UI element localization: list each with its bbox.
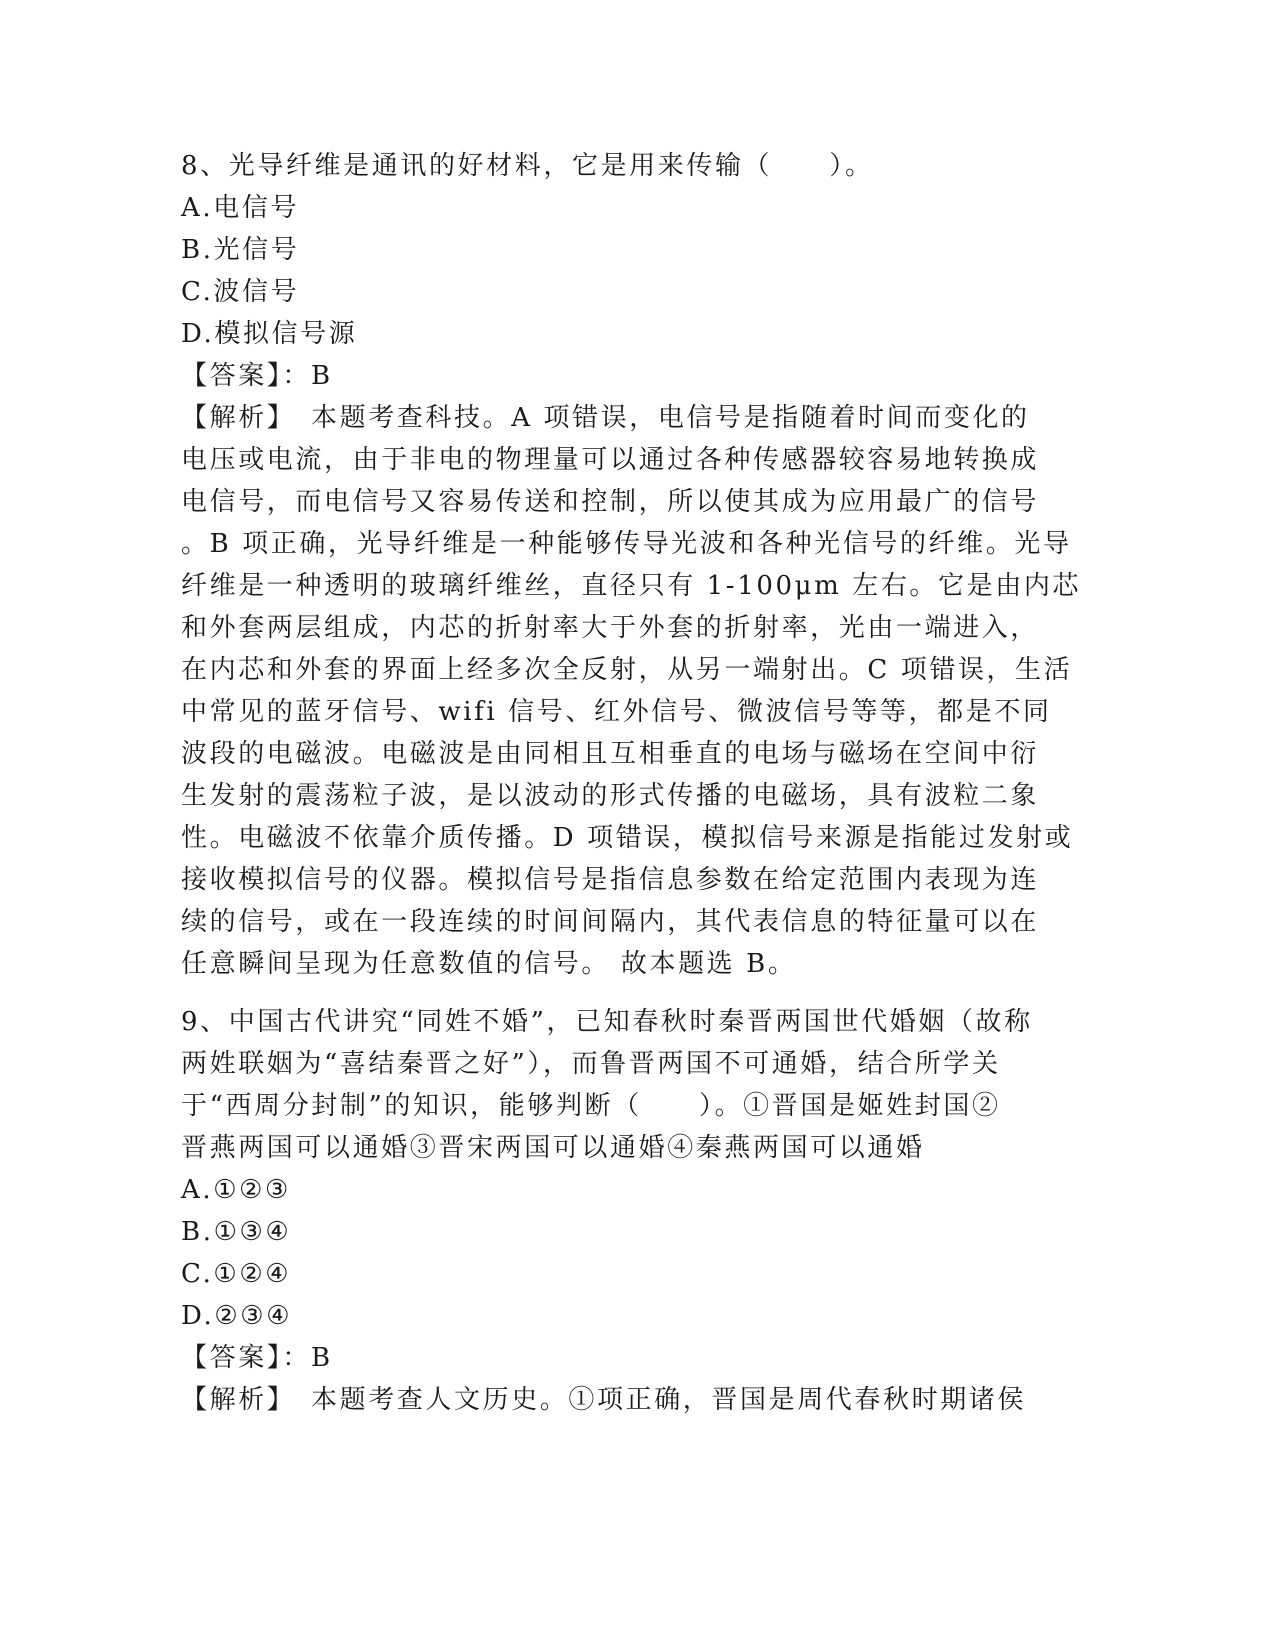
analysis-line: 【解析】 本题考查人文历史。①项正确，晋国是周代春秋时期诸侯 bbox=[181, 1385, 1027, 1415]
question-9 bbox=[181, 1001, 1081, 1421]
question-9-answer: 【答案】：B bbox=[181, 1343, 333, 1373]
analysis-line: 电压或电流，由于非电的物理量可以通过各种传感器较容易地转换成 bbox=[181, 445, 1040, 475]
question-gap bbox=[181, 985, 1081, 1001]
question-8-option-b: B.光信号 bbox=[181, 235, 300, 265]
analysis-line: 接收模拟信号的仪器。模拟信号是指信息参数在给定范围内表现为连 bbox=[181, 865, 1040, 895]
analysis-line: 波段的电磁波。电磁波是由同相且互相垂直的电场与磁场在空间中衍 bbox=[181, 739, 1040, 769]
analysis-line: 纤维是一种透明的玻璃纤维丝，直径只有 1-100μm 左右。它是由内芯 bbox=[181, 571, 1082, 601]
question-9-option-c: C.①②④ bbox=[181, 1259, 292, 1289]
stem-line: 于“西周分封制”的知识，能够判断（ ）。①晋国是姬姓封国② bbox=[181, 1091, 1001, 1121]
question-9-option-b: B.①③④ bbox=[181, 1217, 292, 1247]
stem-line: 两姓联姻为“喜结秦晋之好”），而鲁晋两国不可通婚，结合所学关 bbox=[181, 1049, 1001, 1079]
analysis-line: 【解析】 本题考查科技。A 项错误，电信号是指随着时间而变化的 bbox=[181, 403, 1030, 433]
analysis-line: 续的信号，或在一段连续的时间间隔内，其代表信息的特征量可以在 bbox=[181, 907, 1040, 937]
question-8 bbox=[181, 145, 1081, 985]
question-9-analysis bbox=[181, 1379, 1081, 1421]
analysis-line: 电信号，而电信号又容易传送和控制，所以使其成为应用最广的信号 bbox=[181, 487, 1040, 517]
document-page bbox=[181, 145, 1081, 1421]
question-8-option-a: A.电信号 bbox=[181, 193, 300, 223]
analysis-line: 性。电磁波不依靠介质传播。D 项错误，模拟信号来源是指能过发射或 bbox=[181, 823, 1074, 853]
analysis-line: 生发射的震荡粒子波，是以波动的形式传播的电磁场，具有波粒二象 bbox=[181, 781, 1040, 811]
question-8-option-c: C.波信号 bbox=[181, 277, 300, 307]
analysis-line: 。B 项正确，光导纤维是一种能够传导光波和各种光信号的纤维。光导 bbox=[181, 529, 1072, 559]
question-8-option-d: D.模拟信号源 bbox=[181, 319, 358, 349]
analysis-line: 在内芯和外套的界面上经多次全反射，从另一端射出。C 项错误，生活 bbox=[181, 655, 1073, 685]
analysis-line: 和外套两层组成，内芯的折射率大于外套的折射率，光由一端进入， bbox=[181, 613, 1040, 643]
question-8-analysis bbox=[181, 397, 1081, 985]
question-9-stem bbox=[181, 1001, 1081, 1169]
question-8-stem: 8、光导纤维是通讯的好材料，它是用来传输（ ）。 bbox=[181, 151, 874, 181]
question-8-answer: 【答案】：B bbox=[181, 361, 333, 391]
question-9-option-d: D.②③④ bbox=[181, 1301, 293, 1331]
stem-line: 晋燕两国可以通婚③晋宋两国可以通婚④秦燕两国可以通婚 bbox=[181, 1133, 925, 1163]
question-9-option-a: A.①②③ bbox=[181, 1175, 291, 1205]
stem-line: 9、中国古代讲究“同姓不婚”，已知春秋时秦晋两国世代婚姻（故称 bbox=[181, 1007, 1033, 1037]
analysis-line: 任意瞬间呈现为任意数值的信号。 故本题选 B。 bbox=[181, 949, 797, 979]
analysis-line: 中常见的蓝牙信号、wifi 信号、红外信号、微波信号等等，都是不同 bbox=[181, 697, 1052, 727]
